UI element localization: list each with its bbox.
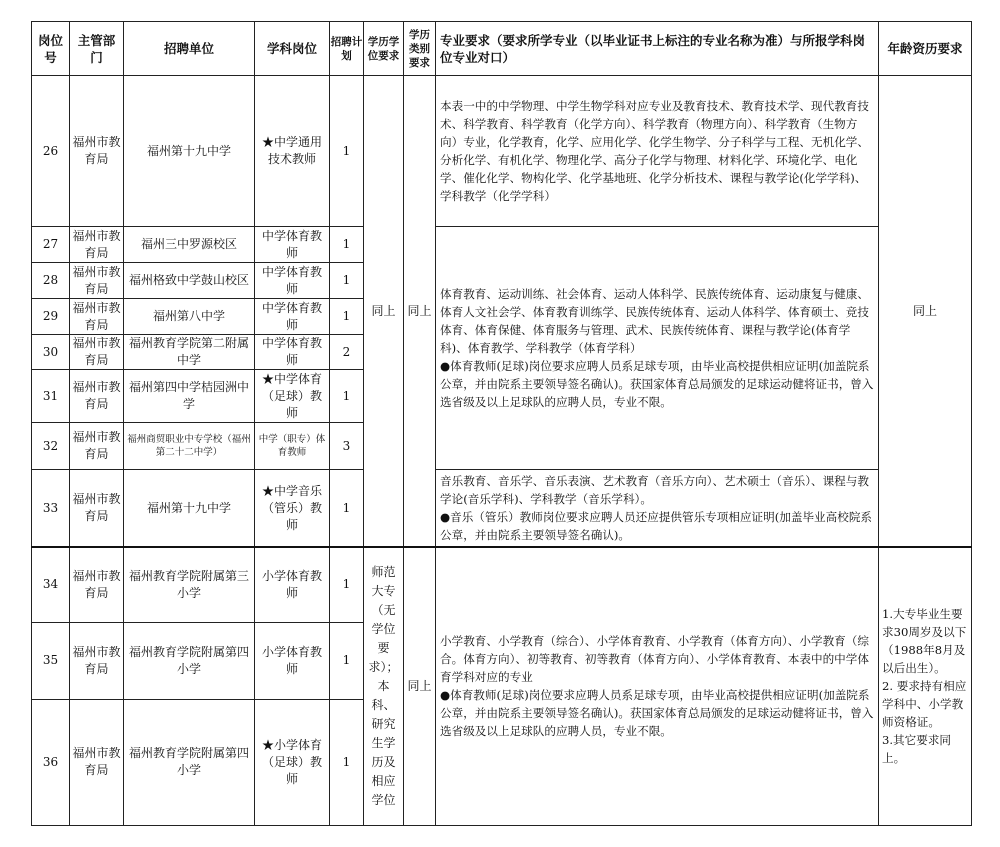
quota: 2 <box>330 335 364 370</box>
unit: 福州教育学院附属第四小学 <box>124 699 255 825</box>
quota: 1 <box>330 699 364 825</box>
unit: 福州教育学院附属第四小学 <box>124 622 255 699</box>
table-row <box>32 227 972 263</box>
table-row <box>32 547 972 622</box>
age-req <box>879 547 972 825</box>
quota: 1 <box>330 622 364 699</box>
post-no: 36 <box>32 699 70 825</box>
age-req-line: 3.其它要求同上。 <box>882 733 952 766</box>
header-dept: 主管部门 <box>70 22 124 76</box>
post-no: 29 <box>32 299 70 335</box>
header-age-req: 年龄资历要求 <box>879 22 972 76</box>
subject-post: 中学体育教师 <box>255 299 330 335</box>
age-req: 同上 <box>879 76 972 548</box>
education-req: 师范大专（无学位要求）；本科、研究生学历及相应学位 <box>364 547 404 825</box>
unit: 福州教育学院第二附属中学 <box>124 335 255 370</box>
subject-post: ★中学体育（足球）教师 <box>255 370 330 423</box>
major-req <box>436 470 879 548</box>
post-no: 32 <box>32 423 70 470</box>
quota: 1 <box>330 299 364 335</box>
dept: 福州市教育局 <box>70 76 124 227</box>
subject-post: ★小学体育（足球）教师 <box>255 699 330 825</box>
dept: 福州市教育局 <box>70 470 124 548</box>
unit: 福州第四中学桔园洲中学 <box>124 370 255 423</box>
edu-type-req: 同上 <box>404 547 436 825</box>
major-req-text: 小学教育、小学教育（综合）、小学体育教育、小学教育（体育方向）、小学教育（综合。体育方向）、初等教育、初等教育（体育方向）、小学体育教育、本表中的中学体育学科对应的专业 <box>440 634 869 685</box>
post-no: 27 <box>32 227 70 263</box>
edu-type-req: 同上 <box>404 76 436 548</box>
age-req-line: 1.大专毕业生要求30周岁及以下（1988年8月及以后出生）。 <box>882 607 967 676</box>
header-subject-post: 学科岗位 <box>255 22 330 76</box>
recruitment-table <box>31 21 972 826</box>
major-req <box>436 547 879 825</box>
dept: 福州市教育局 <box>70 423 124 470</box>
subject-post: ★中学音乐（管乐）教师 <box>255 470 330 548</box>
header-post-no: 岗位号 <box>32 22 70 76</box>
unit: 福州第八中学 <box>124 299 255 335</box>
subject-post: 中学体育教师 <box>255 263 330 299</box>
header-quota: 招聘计划 <box>330 22 364 76</box>
subject-post: 小学体育教师 <box>255 547 330 622</box>
age-req-line: 2. 要求持有相应学科中、小学教师资格证。 <box>882 679 967 730</box>
football-note: ●体育教师(足球)岗位要求应聘人员系足球专项，由毕业高校提供相应证明(加盖院系公章，并由院系主要领导签名确认)。获国家体育总局颁发的足球运动健将证书，曾入选省级及以上足球队的应聘人员，专业不限。 <box>440 359 874 409</box>
table-row <box>32 76 972 227</box>
major-req <box>436 227 879 470</box>
dept: 福州市教育局 <box>70 227 124 263</box>
header-unit: 招聘单位 <box>124 22 255 76</box>
post-no: 30 <box>32 335 70 370</box>
post-no: 31 <box>32 370 70 423</box>
quota: 1 <box>330 370 364 423</box>
quota: 3 <box>330 423 364 470</box>
post-no: 33 <box>32 470 70 548</box>
post-no: 26 <box>32 76 70 227</box>
table-row <box>32 470 972 548</box>
unit: 福州三中罗源校区 <box>124 227 255 263</box>
major-req-text: 体育教育、运动训练、社会体育、运动人体科学、民族传统体育、运动康复与健康、体育人文社会学、体育教育训练学、民族传统体育、运动人体科学、体育硕士、竞技体育、体育保健、体育服务与管理、武术、民族传统体育、课程与教学论(体育学科)、体育教学、学科教学（体育学科） <box>440 287 869 355</box>
unit: 福州商贸职业中专学校（福州第二十二中学） <box>124 423 255 470</box>
dept: 福州市教育局 <box>70 370 124 423</box>
dept: 福州市教育局 <box>70 699 124 825</box>
subject-post: 中学体育教师 <box>255 335 330 370</box>
dept: 福州市教育局 <box>70 622 124 699</box>
dept: 福州市教育局 <box>70 263 124 299</box>
unit: 福州第十九中学 <box>124 470 255 548</box>
unit: 福州教育学院附属第三小学 <box>124 547 255 622</box>
quota: 1 <box>330 76 364 227</box>
unit: 福州格致中学鼓山校区 <box>124 263 255 299</box>
post-no: 35 <box>32 622 70 699</box>
post-no: 28 <box>32 263 70 299</box>
education-req: 同上 <box>364 76 404 548</box>
subject-post: 小学体育教师 <box>255 622 330 699</box>
subject-post: 中学（职专）体育教师 <box>255 423 330 470</box>
dept: 福州市教育局 <box>70 299 124 335</box>
subject-post: ★中学通用技术教师 <box>255 76 330 227</box>
quota: 1 <box>330 470 364 548</box>
header-row <box>32 22 972 76</box>
header-education: 学历学位要求 <box>364 22 404 76</box>
quota: 1 <box>330 227 364 263</box>
dept: 福州市教育局 <box>70 335 124 370</box>
major-req-text: 音乐教育、音乐学、音乐表演、艺术教育（音乐方向）、艺术硕士（音乐）、课程与教学论(音乐学科)、学科教学（音乐学科）。 <box>440 474 869 506</box>
major-req: 本表一中的中学物理、中学生物学科对应专业及教育技术、教育技术学、现代教育技术、科学教育、科学教育（化学方向）、科学教育（物理方向）、科学教育（生物方向）专业，化学教育，化学、应用化学、化学生物学、分子科学与工程、无机化学、分析化学、有机化学、物理化学、高分子化学与物理、材料化学、环境化学、电化学、催化化学、物构化学、化学基地班、化学分析技术、课程与教学论(化学学科)、学科教学（化学学科） <box>436 76 879 227</box>
quota: 1 <box>330 547 364 622</box>
football-note: ●体育教师(足球)岗位要求应聘人员系足球专项，由毕业高校提供相应证明(加盖院系公章，并由院系主要领导签名确认)。获国家体育总局颁发的足球运动健将证书，曾入选省级及以上足球队的应聘人员，专业不限。 <box>440 688 874 739</box>
subject-post: 中学体育教师 <box>255 227 330 263</box>
brass-note: ●音乐（管乐）教师岗位要求应聘人员还应提供管乐专项相应证明(加盖毕业高校院系公章，并由院系主要领导签名确认)。 <box>440 510 873 542</box>
unit: 福州第十九中学 <box>124 76 255 227</box>
header-major-req: 专业要求（要求所学专业（以毕业证书上标注的专业名称为准）与所报学科岗位专业对口） <box>436 22 879 76</box>
quota: 1 <box>330 263 364 299</box>
dept: 福州市教育局 <box>70 547 124 622</box>
header-edu-type: 学历类别要求 <box>404 22 436 76</box>
post-no: 34 <box>32 547 70 622</box>
